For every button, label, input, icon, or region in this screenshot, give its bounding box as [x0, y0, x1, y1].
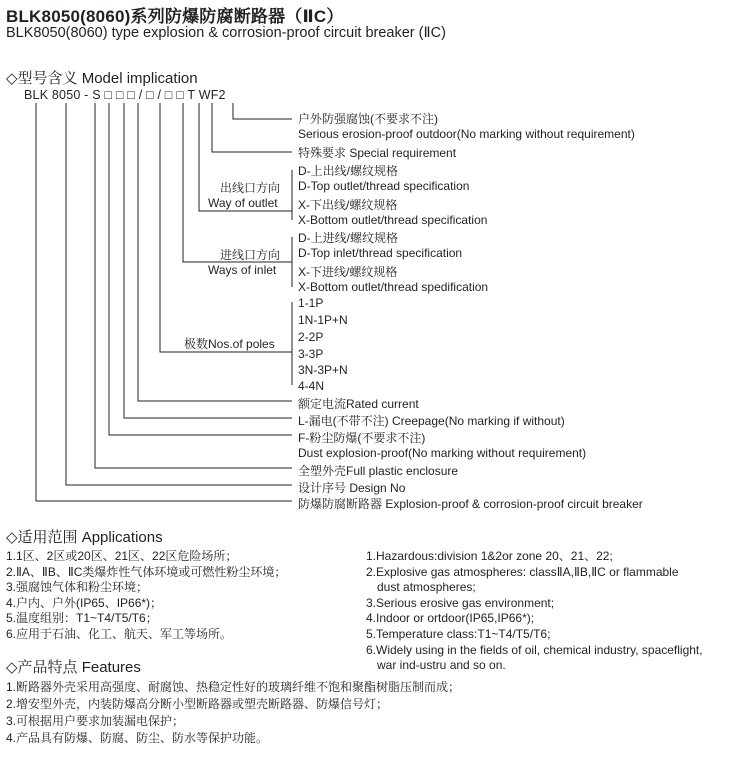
pole-item: 1-1P — [298, 296, 324, 310]
applications-heading: ◇适用范围 Applications — [6, 529, 163, 546]
list-item: 4.产品具有防爆、防腐、防尘、防水等保护功能。 — [6, 731, 269, 745]
outlet-item: D-Top outlet/thread specification — [298, 179, 470, 193]
creepage-label: L-漏电(不带不注) Creepage(No marking if without) — [298, 414, 565, 428]
plastic-enclosure-label: 全塑外壳Full plastic enclosure — [298, 464, 459, 478]
list-item: 3.Serious erosive gas environment; — [366, 595, 555, 610]
special-label: 特殊要求 Special requirement — [298, 146, 457, 160]
outdoor-label-en: Serious erosion-proof outdoor(No marking without requirement) — [298, 127, 635, 141]
list-item: 3.强腐蚀气体和粉尘环境； — [6, 580, 149, 595]
pole-item: 2-2P — [298, 330, 324, 344]
outlet-label-en: Way of outlet — [208, 196, 278, 210]
inlet-item: D-上进线/螺纹规格 — [298, 231, 398, 245]
pole-item: 4-4N — [298, 379, 325, 393]
model-heading: ◇型号含义 Model implication — [6, 70, 198, 87]
list-item-continued: dust atmospheres; — [377, 580, 476, 595]
list-item: 2.ⅡA、ⅡB、ⅡC类爆炸性气体环境或可燃性粉尘环境； — [6, 564, 287, 579]
model-code: BLK 8050 - S □ □ □ / □ / □ □ T WF2 — [24, 88, 226, 102]
outlet-item: X-Bottom outlet/thread specification — [298, 213, 488, 227]
inlet-item: X-下进线/螺纹规格 — [298, 265, 398, 279]
list-item: 3.可根据用户要求加装漏电保护； — [6, 714, 185, 728]
pole-item: 3-3P — [298, 347, 324, 361]
pole-item: 3N-3P+N — [298, 363, 348, 377]
dust-label-cn: F-粉尘防爆(不要求不注) — [298, 431, 426, 445]
outlet-label-cn: 出线口方向 — [220, 181, 281, 195]
list-item: 1.Hazardous:division 1&2or zone 20、21、22; — [366, 549, 613, 563]
list-item: 6.Widely using in the fields of oil, chemical industry, spaceflight, — [366, 642, 703, 657]
inlet-label-cn: 进线口方向 — [220, 248, 281, 262]
poles-label: 极数Nos.of poles — [184, 337, 275, 351]
inlet-item: D-Top inlet/thread specification — [298, 246, 463, 260]
inlet-label-en: Ways of inlet — [208, 263, 277, 277]
page-title: BLK8050(8060)系列防爆防腐断路器（ⅡC） — [6, 7, 344, 26]
inlet-item: X-Bottom outlet/thread spedification — [298, 280, 489, 294]
outdoor-label-cn: 户外防强腐蚀(不要求不注) — [298, 112, 438, 126]
applications-en-list — [366, 549, 746, 674]
list-item: 4.Indoor or ortdoor(IP65,IP66*); — [366, 611, 535, 626]
page-subtitle: BLK8050(8060) type explosion & corrosion-proof circuit breaker (ⅡC) — [6, 25, 446, 41]
list-item-continued: war ind-ustru and so on. — [377, 658, 506, 673]
features-heading: ◇产品特点 Features — [6, 659, 141, 676]
list-item: 1.断路器外壳采用高强度、耐腐蚀、热稳定性好的玻璃纤维不饱和聚酯树脂压制而成； — [6, 680, 461, 694]
design-no-label: 设计序号 Design No — [298, 481, 406, 495]
pole-item: 1N-1P+N — [298, 313, 348, 327]
product-label: 防爆防腐断路器 Explosion-proof & corrosion-proof circuit breaker — [298, 497, 643, 511]
rated-current-label: 额定电流Rated current — [298, 397, 419, 411]
list-item: 2.Explosive gas atmospheres: classⅡA,ⅡB,ⅡC or flammable — [366, 564, 679, 579]
applications-cn-list — [6, 549, 351, 643]
dust-label-en: Dust explosion-proof(No marking without requirement) — [298, 446, 587, 460]
list-item: 4.户内、户外(IP65、IP66*)； — [6, 595, 163, 610]
list-item: 6.应用于石油、化工、航天、军工等场所。 — [6, 626, 233, 641]
list-item: 5.Temperature class:T1~T4/T5/T6; — [366, 626, 551, 641]
list-item: 2.增安型外壳，内装防爆高分断小型断路器或塑壳断路器、防爆信号灯； — [6, 697, 389, 711]
outlet-item: D-上出线/螺纹规格 — [298, 164, 398, 178]
list-item: 1.1区、2区或20区、21区、22区危险场所； — [6, 549, 238, 563]
features-list — [6, 679, 726, 747]
list-item: 5.温度组别：T1~T4/T5/T6； — [6, 611, 158, 626]
outlet-item: X-下出线/螺纹规格 — [298, 198, 398, 212]
